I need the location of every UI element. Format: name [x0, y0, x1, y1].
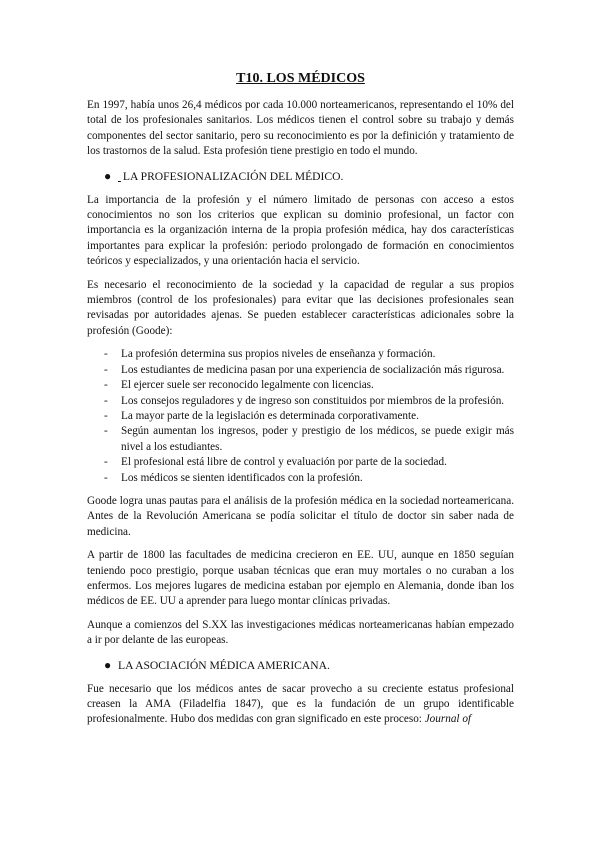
- dash-mark: -: [104, 456, 108, 469]
- section-heading-text: LA PROFESIONALIZACIÓN DEL MÉDICO.: [122, 169, 344, 183]
- paragraph: Goode logra unas pautas para el análisis de la profesión médica en la sociedad norteamericana. Antes de la Revolución Americana se podía solicitar el título de doctor sin saber nada de medicina.: [87, 494, 514, 538]
- intro-paragraph: En 1997, había unos 26,4 médicos por cada 10.000 norteamericanos, representando el 10% del total de los profesionales sanitarios. Los médicos tienen el control sobre su trabajo y demás componentes del sector sanitario, pero su reconocimiento es por la definición y tratamiento de los trastornos de la salud. Esta profesión tiene prestigio en todo el mundo.: [87, 99, 514, 158]
- list-item-text: Los consejos reguladores y de ingreso son constituidos por miembros de la profesión.: [121, 394, 505, 407]
- paragraph: Aunque a comienzos del S.XX las investigaciones médicas norteamericanas habían empezado a ir por delante de las europeas.: [87, 618, 514, 647]
- dash-mark: -: [104, 348, 108, 361]
- section-heading-ama: [87, 657, 514, 674]
- characteristics-list: [87, 347, 514, 486]
- paragraph: A partir de 1800 las facultades de medicina crecieron en EE. UU, aunque en 1850 seguían teniendo poco prestigio, porque usaban técnicas que eran muy mortales o no curaban a los enfermos. Los mejores lugares de medicina estaban por ejemplo en Alemania, donde iban los médicos de EE. UU a aprender para luego montar clínicas privadas.: [87, 549, 514, 608]
- list-item: [87, 378, 514, 393]
- list-item-text: Los estudiantes de medicina pasan por una experiencia de socialización más rigurosa.: [121, 363, 505, 376]
- dash-mark: -: [104, 363, 108, 376]
- dash-mark: -: [104, 425, 108, 438]
- list-item-text: La profesión determina sus propios niveles de enseñanza y formación.: [121, 348, 436, 361]
- list-item: [87, 363, 514, 378]
- list-item: [87, 409, 514, 424]
- list-item-text: El ejercer suele ser reconocido legalmente con licencias.: [121, 379, 374, 392]
- paragraph: La importancia de la profesión y el número limitado de personas con acceso a estos conocimientos no son los criterios que explican su dominio profesional, un factor con importancia es la organización interna de la propia profesión médica, hay dos características importantes para explicar la profesión: periodo prolongado de formación en conocimientos teóricos y especializados, y una orientación hacia el servicio.: [87, 193, 514, 268]
- journal-title-italic: Journal of: [424, 713, 472, 726]
- bullet-icon: ●: [104, 168, 112, 183]
- bullet-icon: ●: [104, 657, 112, 672]
- heading-underline-lead: [118, 169, 121, 185]
- paragraph: [87, 682, 514, 728]
- paragraph: Es necesario el reconocimiento de la sociedad y la capacidad de regular a sus propios miembros (control de los profesionales) para evitar que las decisiones profesionales sean revisadas por autoridades ajenas. Se pueden establecer características adicionales sobre la profesión (Goode):: [87, 278, 514, 337]
- list-item-text: Los médicos se sienten identificados con la profesión.: [121, 471, 363, 484]
- list-item: [87, 394, 514, 409]
- list-item: [87, 347, 514, 362]
- dash-mark: -: [104, 471, 108, 484]
- page-title: T10. LOS MÉDICOS: [236, 71, 365, 86]
- list-item: [87, 471, 514, 486]
- list-item-text: Según aumentan los ingresos, poder y prestigio de los médicos, se puede exigir más nivel a los estudiantes.: [121, 425, 514, 453]
- dash-mark: -: [104, 409, 108, 422]
- dash-mark: -: [104, 394, 108, 407]
- list-item: [87, 424, 514, 455]
- paragraph-text: Fue necesario que los médicos antes de sacar provecho a su creciente estatus profesional creasen la AMA (Filadelfia 1847), que es la fundación de un grupo identificable profesionalmente. Hubo dos medidas con gran significado en este proceso:: [87, 682, 514, 726]
- section-heading-profesionalizacion: [87, 168, 514, 185]
- section-heading-text: LA ASOCIACIÓN MÉDICA AMERICANA.: [118, 658, 330, 672]
- list-item-text: La mayor parte de la legislación es determinada corporativamente.: [121, 409, 419, 422]
- list-item-text: El profesional está libre de control y evaluación por parte de la sociedad.: [121, 456, 447, 469]
- dash-mark: -: [104, 379, 108, 392]
- list-item: [87, 455, 514, 470]
